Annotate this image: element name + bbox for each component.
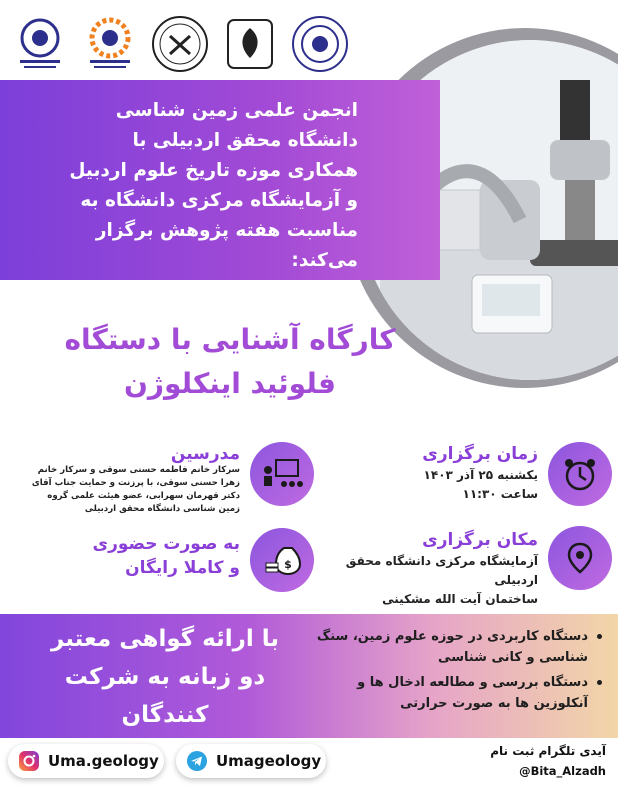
title-line-1: کارگاه آشنایی با دستگاه (64, 323, 396, 356)
museum-logo (80, 6, 140, 82)
instagram-icon (18, 750, 40, 772)
time-heading: زمان برگزاری (422, 444, 538, 464)
association-logo (10, 6, 70, 82)
registration-label: آیدی تلگرام ثبت نام (490, 744, 606, 758)
mining-logo (150, 6, 210, 82)
place-details: آزمایشگاه مرکزی دانشگاه محقق اردبیلی ساختمان آیت الله مشکینی (345, 554, 538, 606)
teachers-details: سرکار خانم فاطمه حسنی سوقی و سرکار خانم زهرا حسنی سوقی، با پرزنت و حمایت جناب آقای دکتر قهرمان سهرابی، عضو هیئت علمی گروه زمین شناسی دانشگاه محقق اردبیلی (31, 465, 240, 514)
university-logo (220, 6, 280, 82)
money-bag-icon (250, 528, 314, 592)
title-line-2: فلوئید اینکلوژن (123, 367, 336, 400)
workshop-title (30, 318, 430, 406)
instagram-link[interactable] (8, 744, 164, 778)
location-pin-icon (548, 526, 612, 590)
feature-item: دستگاه کاربردی در حوزه علوم زمین، سنگ شناسی و کانی شناسی (306, 626, 602, 668)
registration-id[interactable]: @Bita_Alzadh (519, 764, 606, 778)
time-details: یکشنبه ۲۵ آذر ۱۴۰۳ ساعت ۱۱:۳۰ (423, 468, 538, 501)
teacher-icon (250, 442, 314, 506)
instagram-handle: Uma.geology (48, 752, 159, 770)
teachers-heading: مدرسین (170, 444, 240, 464)
feature-list (306, 626, 602, 718)
certificate-text: با ارائه گواهی معتبر دو زبانه به شرکت کنندگان (50, 626, 280, 728)
intro-text: انجمن علمی زمین شناسی دانشگاه محقق اردبیلی با همکاری موزه تاریخ علوم اردبیل و آزمایشگاه مرکزی دانشگاه به مناسبت هفته پژوهش برگزار می‌کند: (69, 100, 358, 271)
free-line-1: به صورت حضوری (92, 534, 240, 554)
alarm-clock-icon (548, 442, 612, 506)
svg-text:$: $ (284, 558, 292, 571)
free-line-2: و کاملا رایگان (125, 558, 240, 578)
telegram-icon (186, 750, 208, 772)
lab-logo (290, 6, 350, 82)
place-heading: مکان برگزاری (422, 530, 538, 550)
telegram-link[interactable] (176, 744, 326, 778)
feature-item: دستگاه بررسی و مطالعه ادخال ها و آنکلوزین ها به صورت حرارتی (306, 672, 602, 714)
telegram-handle: Umageology (216, 752, 322, 770)
logos-bar (10, 4, 370, 84)
